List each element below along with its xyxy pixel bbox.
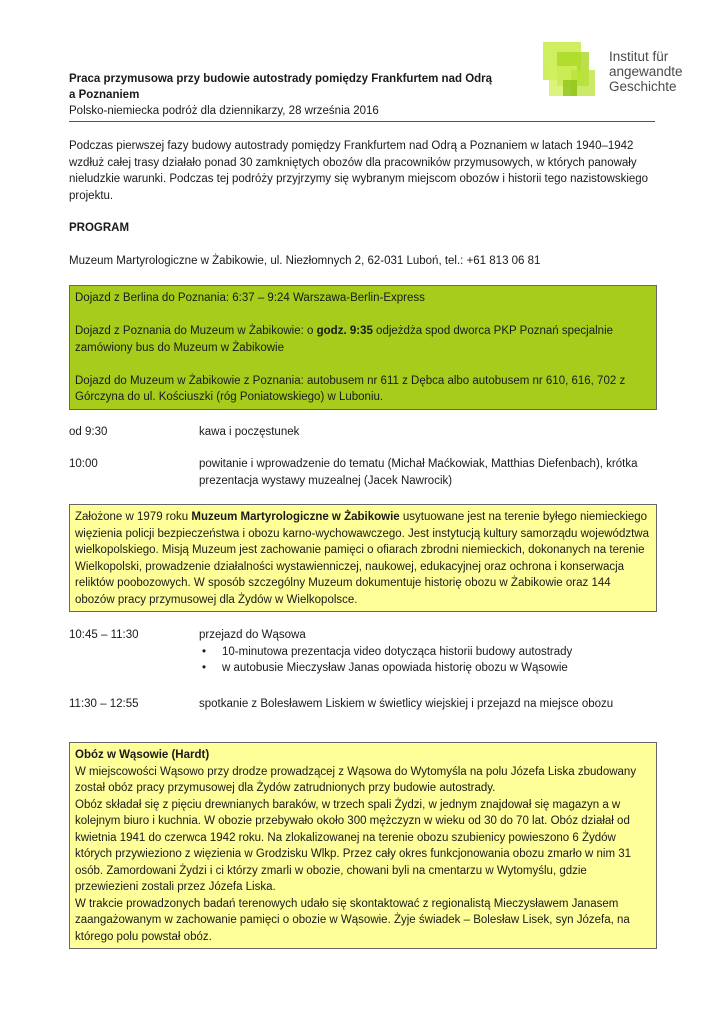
- camp-paragraph-3: W trakcie prowadzonych badań terenowych udało się skontaktować z regionalistą Mieczysławem Janasem zaangażowanym w zachowanie pamięci o obozie w Wąsowie. Żyje świadek – Bolesław Lisek, syn Józefa, na którego polu powstał obóz.: [75, 897, 630, 943]
- camp-info-box: [69, 742, 657, 949]
- intro-paragraph: Podczas pierwszej fazy budowy autostrady pomiędzy Frankfurtem nad Odrą a Poznaniem w latach 1940–1942 wzdłuż całej trasy działało ponad 30 zamkniętych obozów dla pracowników przymusowych, w których panowały nieludzkie warunki. Podczas tej podróży przyjrzymy się wybranym miejscom obozów i historii tego nazistowskiego projektu.: [69, 140, 649, 202]
- travel-info-box: [69, 285, 657, 410]
- schedule-time: 10:45 – 11:30: [69, 629, 139, 641]
- document-title-line-2: a Poznaniem: [69, 89, 140, 101]
- schedule-description: powitanie i wprowadzenie do tematu (Michał Maćkowiak, Matthias Diefenbach), krótka prezentacja wystawy muzealnej (Jacek Nawrocik): [199, 458, 638, 487]
- schedule-description: przejazd do Wąsowa: [199, 629, 306, 641]
- schedule-time: 11:30 – 12:55: [69, 698, 139, 710]
- travel-berlin-poznan: Dojazd z Berlina do Poznania: 6:37 – 9:24 Warszawa-Berlin-Express: [75, 292, 425, 304]
- travel-poznan-museum: Dojazd z Poznania do Muzeum w Żabikowie: o godz. 9:35 odjeżdża spod dworca PKP Poznań specjalnie zamówiony bus do Muzeum w Żabikowie: [75, 325, 614, 354]
- list-item: • w autobusie Mieczysław Janas opowiada historię obozu w Wąsowie: [199, 660, 655, 677]
- museum-info-box: [69, 504, 657, 612]
- schedule-description: spotkanie z Bolesławem Liskiem w świetlicy wiejskiej i przejazd na miejsce obozu: [199, 698, 614, 710]
- document-title-line-1: Praca przymusowa przy budowie autostrady pomiędzy Frankfurtem nad Odrą: [69, 73, 493, 85]
- document-subtitle: Polsko-niemiecka podróż dla dziennikarzy, 28 września 2016: [69, 105, 379, 117]
- museum-description: Założone w 1979 roku Muzeum Martyrologiczne w Żabikowie usytuowane jest na terenie byłego niemieckiego więzienia policji bezpieczeństwa i obozu karno-wychowawczego. Jest instytucją kultury samorządu województwa wielkopolskiego. Misją Muzeum jest zachowanie pamięci o ofiarach zbrodni niemieckich, dokonanych na terenie Wielkopolski, prowadzenie działalności wystawienniczej, naukowej, edukacyjnej oraz ochrona i konserwacja reliktów poobozowych. W sposób szczególny Muzeum dokumentuje historię obozu w Żabikowie oraz 144 obozów pracy przymusowej dla Żydów w Wielkopolsce.: [75, 511, 649, 606]
- logo-line-1: Institut für: [609, 49, 669, 64]
- document-header: [69, 71, 655, 119]
- camp-paragraph-1: W miejscowości Wąsowo przy drodze prowadzącej z Wąsowa do Wytomyśla na polu Józefa Liska zbudowany został obóz pracy przymusowej dla Żydów zatrudnionych przy budowie autostrady.: [75, 765, 637, 794]
- logo-line-3: Geschichte: [609, 79, 677, 94]
- header-divider: [69, 121, 655, 122]
- schedule-bullet-list: [199, 644, 655, 677]
- venue-address: Muzeum Martyrologiczne w Żabikowie, ul. Niezłomnych 2, 62-031 Luboń, tel.: +61 813 06 81: [69, 255, 541, 267]
- schedule-time: od 9:30: [69, 426, 108, 438]
- schedule-description: kawa i poczęstunek: [199, 426, 300, 438]
- camp-paragraph-2: Obóz składał się z pięciu drewnianych baraków, w trzech spali Żydzi, w jednym znajdował się magazyn a w kolejnym biuro i kuchnia. W obozie przebywało około 300 mężczyzn w wieku od 30 do 70 lat. Obóz działał od kwietnia 1941 do czerwca 1942 roku. Na zlokalizowanej na terenie obozu szubienicy powieszono 6 Żydów których przywieziono z więzienia w Grodzisku Wlkp. Przez cały okres funkcjonowania obozu zmarło w nim 31 osób. Zamordowani Żydzi i ci którzy zmarli w obozie, chowani byli na cmentarzu w Wytomyślu, gdzie przewiezieni zostali przez Józefa Liska.: [75, 798, 632, 893]
- logo-line-2: angewandte: [609, 64, 683, 79]
- program-heading: PROGRAM: [69, 222, 130, 234]
- camp-title: Obóz w Wąsowie (Hardt): [75, 749, 210, 761]
- schedule-time: 10:00: [69, 458, 98, 470]
- list-item: • 10-minutowa prezentacja video dotycząca historii budowy autostrady: [199, 644, 655, 661]
- travel-bus-lines: Dojazd do Muzeum w Żabikowie z Poznania: autobusem nr 611 z Dębca albo autobusem nr 610, 616, 702 z Górczyna do ul. Kościuszki (róg Poniatowskiego) w Luboniu.: [75, 374, 626, 403]
